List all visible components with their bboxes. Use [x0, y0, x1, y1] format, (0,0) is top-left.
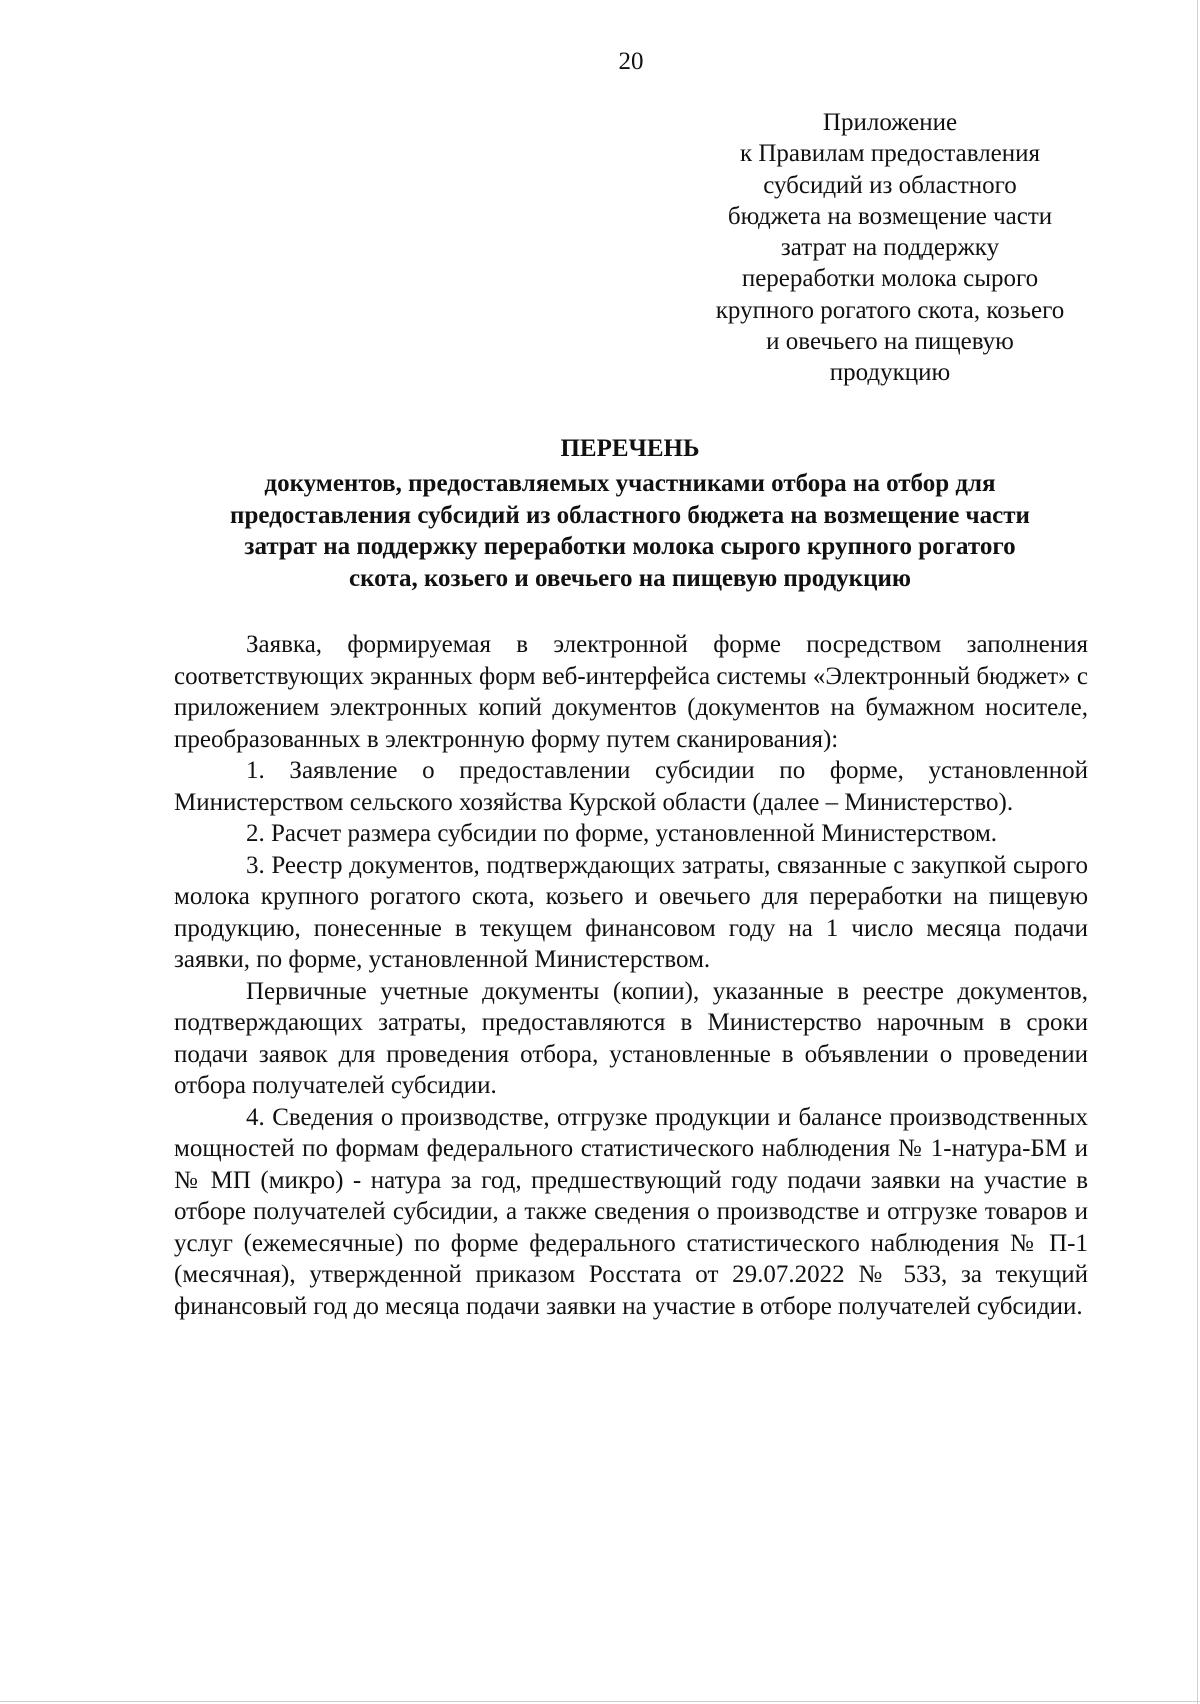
appendix-line: продукцию — [829, 359, 951, 387]
appendix-block — [680, 107, 1100, 389]
subtitle-line: документов, предоставляемых участниками отбора на отбор для — [264, 470, 996, 497]
page-number: 20 — [618, 48, 644, 75]
item-4-paragraph: 4. Сведения о производстве, отгрузке продукции и балансе производственных мощностей по формам федерального статистического наблюдения № 1-натура-БМ и № МП (микро) - натура за год, предшествующий году подачи заявки на участие в отборе получателей субсидии, а также сведения о производстве и отгрузке товаров и услуг (ежемесячные) по форме федерального статистического наблюдения № П-1 (месячная), утвержденной приказом Росстата от 29.07.2022 № 533, за текущий финансовый год до месяца подачи заявки на участие в отборе получателей субсидии. — [174, 1103, 1088, 1320]
appendix-line: переработки молока сырого — [741, 265, 1039, 293]
item-2-paragraph: 2. Расчет размера субсидии по форме, установленной Министерством. — [246, 820, 998, 847]
document-body — [174, 629, 1088, 1322]
document-subtitle — [170, 468, 1090, 594]
scan-edge-bottom — [0, 1701, 1200, 1702]
item-1-paragraph: 1. Заявление о предоставлении субсидии по форме, установленной Министерством сельского хозяйства Курской области (далее – Министерство). — [174, 757, 1088, 816]
document-title-block — [170, 432, 1090, 594]
subtitle-line: предоставления субсидий из областного бюджета на возмещение части — [230, 501, 1030, 529]
subtitle-line: скота, козьего и овечьего на пищевую продукцию — [349, 564, 911, 592]
document-title: ПЕРЕЧЕНЬ — [560, 435, 700, 462]
appendix-line: затрат на поддержку — [780, 234, 1000, 262]
subtitle-line: затрат на поддержку переработки молока сырого крупного рогатого — [244, 533, 1016, 561]
item-3-paragraph: 3. Реестр документов, подтверждающих затраты, связанные с закупкой сырого молока крупного рогатого скота, козьего и овечьего для переработки на пищевую продукцию, понесенные в текущем финансовом году на 1 число месяца подачи заявки, по форме, установленной Министерством. — [174, 851, 1088, 973]
appendix-line: бюджета на возмещение части — [727, 202, 1053, 230]
appendix-line: Приложение — [822, 109, 958, 136]
appendix-line: крупного рогатого скота, козьего — [715, 296, 1065, 324]
appendix-line: субсидий из областного — [763, 171, 1017, 199]
scan-edge-right — [1197, 0, 1198, 1704]
intro-paragraph: Заявка, формируемая в электронной форме посредством заполнения соответствующих экранных форм веб-интерфейса системы «Электронный бюджет» с приложением электронных копий документов (документов на бумажном носителе, преобразованных в электронную форму путем сканирования): — [174, 631, 1088, 753]
primary-documents-paragraph: Первичные учетные документы (копии), указанные в реестре документов, подтверждающих затраты, предоставляются в Министерство нарочным в сроки подачи заявок для проведения отбора, установленные в объявлении о проведении отбора получателей субсидии. — [174, 977, 1088, 1099]
appendix-line: к Правилам предоставления — [739, 140, 1041, 168]
appendix-line: и овечьего на пищевую — [766, 328, 1014, 356]
